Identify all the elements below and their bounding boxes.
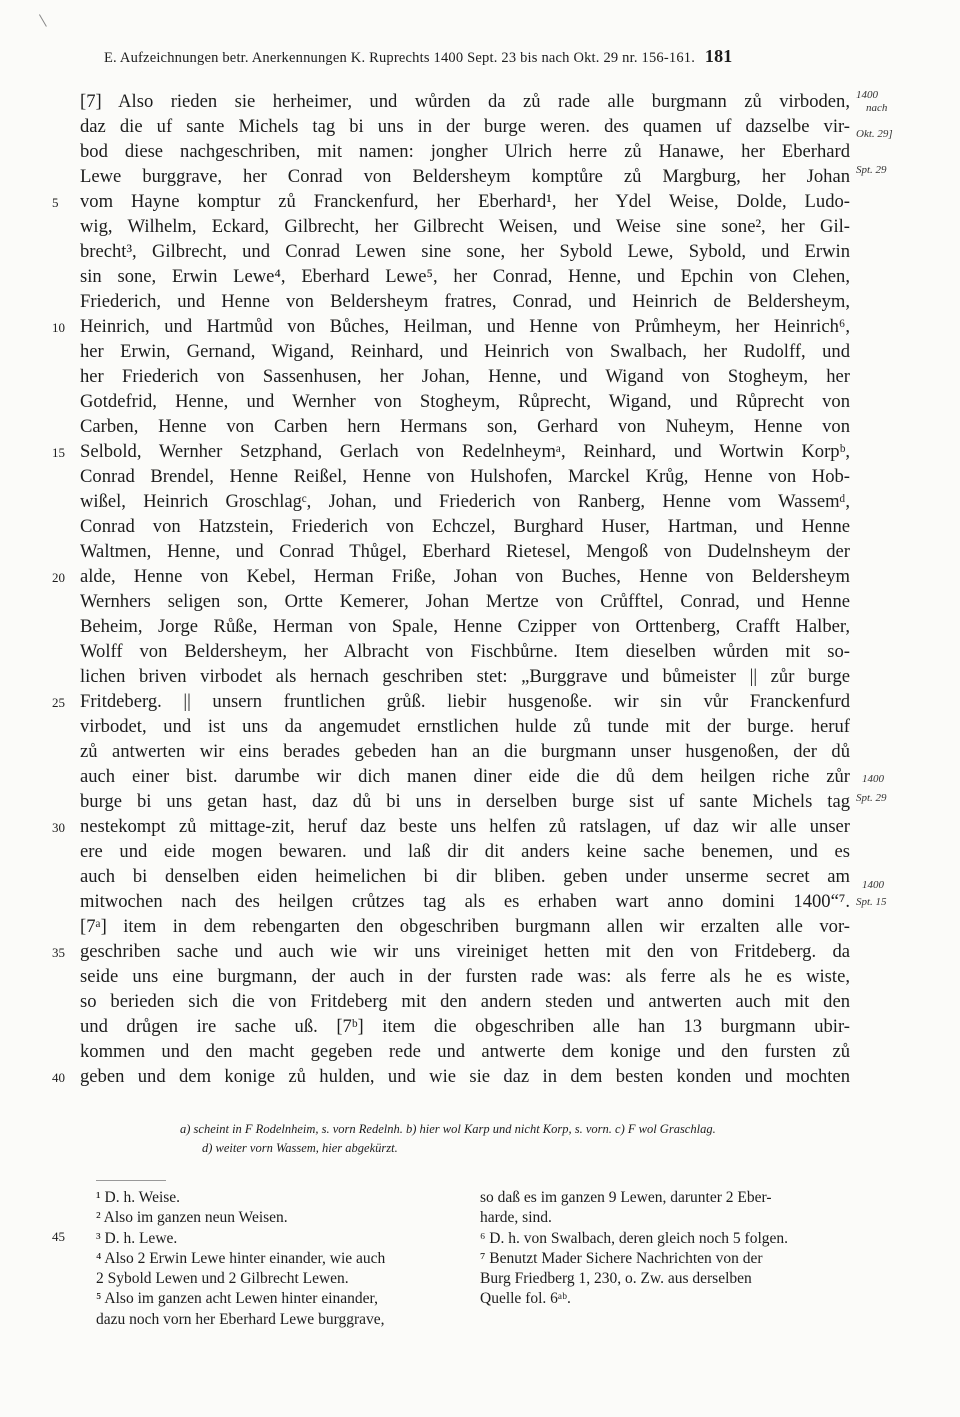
margin-note: Spt. 29 — [856, 164, 887, 176]
text-line: seide uns eine burgmann, der auch in der fursten rade was: als ferre als he es wiste, — [80, 966, 850, 987]
text-line: her Erwin, Gernand, Wigand, Reinhard, und Heinrich von Swalbach, her Rudolff, und — [80, 341, 850, 362]
footnote-line: ⁵ Also im ganzen acht Lewen hinter einander, — [96, 1290, 378, 1308]
text-line: sin sone, Erwin Lewe⁴, Eberhard Lewe⁵, her Conrad, Henne, und Epchin von Clehen, — [80, 266, 850, 287]
text-line: [7] Also rieden sie herheimer, und wůrden da zů rade alle burgmann zů virboden, — [80, 91, 850, 112]
footnote-line: ⁴ Also 2 Erwin Lewe hinter einander, wie auch — [96, 1249, 386, 1267]
footnote-line: ² Also im ganzen neun Weisen. — [96, 1209, 288, 1227]
text-line: mitwochen nach des heilgen crůtzes tag als es erhaben wart anno domini 1400“⁷. — [80, 891, 850, 912]
text-line: auch einer bist. darumbe wir dich manen diner eide die dů dem heilgen riche zůr — [80, 766, 850, 787]
margin-note: 1400 — [862, 879, 884, 891]
apparatus-note: d) weiter vorn Wassem, hier abgekürzt. — [202, 1141, 398, 1155]
text-line: [7ᵃ] item in dem rebengarten den obgeschriben burgmann allen wir erzalten alle vor- — [80, 916, 850, 937]
margin-note: nach — [866, 102, 888, 114]
margin-note: Spt. 29 — [856, 792, 887, 804]
line-number: 20 — [52, 570, 65, 585]
footnote-line: ³ D. h. Lewe. — [96, 1229, 178, 1247]
line-number: 25 — [52, 695, 65, 710]
text-line: daz die uf sante Michels tag bi uns in der burge weren. des quamen uf dazselbe vir- — [80, 116, 850, 137]
text-line: Lewe burggrave, her Conrad von Beldersheym komptůre zů Margburg, her Johan — [80, 166, 850, 187]
page-number: 181 — [704, 46, 733, 66]
running-header — [104, 46, 854, 67]
footnote-line: harde, sind. — [480, 1209, 552, 1227]
margin-note: Okt. 29] — [856, 128, 893, 140]
text-line: zů antwerten wir eins berades gebeden han an die burgmann unser husgenoßen, der dů — [80, 741, 850, 762]
scan-speck — [39, 11, 52, 27]
footnotes-left — [96, 1188, 462, 1330]
text-line: kommen und den macht gegeben rede und antwerte dem konige und den fursten zů — [80, 1041, 850, 1062]
text-line: Wolff von Beldersheym, her Albracht von Fischbůrne. Item dieselben wůrden mit so- — [80, 641, 850, 662]
text-line: wig, Wilhelm, Eckard, Gilbrecht, her Gilbrecht Weisen, und Weise sine sone², her Gil- — [80, 216, 850, 237]
footnote-rule — [96, 1180, 166, 1181]
text-line: vom Hayne komptur zů Franckenfurd, her Eberhard¹, her Ydel Weise, Dolde, Ludo- — [80, 191, 850, 212]
text-line: Waltmen, Henne, und Conrad Thůgel, Eberhard Rietesel, Mengoß von Dudelnsheym der — [80, 541, 850, 562]
text-line: alde, Henne von Kebel, Herman Friße, Johan von Buches, Henne von Beldersheym — [80, 566, 850, 587]
footnote-line-number: 45 — [52, 1229, 65, 1244]
text-line: Beheim, Jorge Růße, Herman von Spale, Henne Czipper von Orttenberg, Crafft Halber, — [80, 616, 850, 637]
text-line: Conrad von Hatzstein, Friederich von Echczel, Burghard Huser, Hartman, und Henne — [80, 516, 850, 537]
line-number: 35 — [52, 945, 65, 960]
footnote-line: Burg Friedberg 1, 230, o. Zw. aus derselben — [480, 1270, 752, 1288]
apparatus-note: a) scheint in F Rodelnheim, s. vorn Redelnh. b) hier wol Karp und nicht Korp, s. vorn. c) F wol Graschlag. — [180, 1122, 716, 1136]
text-line: so berieden sich die von Fritdeberg mit den andern steden und antwerten auch mit den — [80, 991, 850, 1012]
text-line: ere und eide mogen bewaren. und laß dir dit anders keine sache benemen, und es — [80, 841, 850, 862]
footnote-line: so daß es im ganzen 9 Lewen, darunter 2 Eber- — [480, 1189, 772, 1206]
text-line: brecht³, Gilbrecht, und Conrad Lewen sine sone, her Sybold Lewe, Sybold, und Erwin — [80, 241, 850, 262]
text-line: geben und dem konige zů hulden, und wie sie daz in dem besten konden und mochten — [80, 1066, 850, 1087]
footnote-line: 2 Sybold Lewen und 2 Gilbrecht Lewen. — [96, 1270, 349, 1288]
header-title: E. Aufzeichnungen betr. Anerkennungen K. Ruprechts 1400 Sept. 23 bis nach Okt. 29 nr. 156-161. — [104, 50, 696, 66]
footnotes-right — [480, 1188, 852, 1310]
text-line: bod diese nachgeschriben, mit namen: jongher Ulrich herre zů Hanawe, her Eberhard — [80, 141, 850, 162]
margin-note: 1400 — [856, 89, 878, 101]
text-line: Carben, Henne von Carben hern Hermans son, Gerhard von Nuheym, Henne von — [80, 416, 850, 437]
text-line: virbodet, und ist uns da angemudet ernstlichen hulde zů tunde mit der burge. heruf — [80, 716, 850, 737]
text-line: nestekompt zů mittage-zit, heruf daz beste uns helfen zů ratslagen, uf daz wir alle unser — [80, 816, 850, 837]
footnote-line: ⁷ Benutzt Mader Sichere Nachrichten von der — [480, 1249, 763, 1267]
text-line: Friederich, und Henne von Beldersheym fratres, Conrad, und Heinrich de Beldersheym, — [80, 291, 850, 312]
text-line: auch bi denselben eiden heimelichen bi dir bliben. geben under unserme secret am — [80, 866, 850, 887]
text-line: Wernhers seligen son, Ortte Kemerer, Johan Mertze von Crůfftel, Conrad, und Henne — [80, 591, 850, 612]
text-line: Gotdefrid, Henne, und Wernher von Stogheym, Růprecht, Wigand, und Růprecht von — [80, 391, 850, 412]
text-line: burge bi uns getan hast, daz dů bi uns in derselben burge sist uf sante Michels tag — [80, 791, 850, 812]
text-line: her Friederich von Sassenhusen, her Johan, Henne, und Wigand von Stogheym, her — [80, 366, 850, 387]
footnote-line: Quelle fol. 6ᵃᵇ. — [480, 1290, 571, 1308]
footnote-line: ⁶ D. h. von Swalbach, deren gleich noch 5 folgen. — [480, 1229, 789, 1247]
line-number: 30 — [52, 820, 65, 835]
margin-note: 1400 — [862, 773, 884, 785]
line-number: 40 — [52, 1070, 65, 1085]
text-line: Heinrich, und Hartmůd von Bůches, Heilman, und Henne von Průmheym, her Heinrich⁶, — [80, 316, 850, 337]
margin-note: Spt. 15 — [856, 896, 887, 908]
text-line: Conrad Brendel, Henne Reißel, Henne von Hulshofen, Marckel Krůg, Henne von Hob- — [80, 466, 850, 487]
text-line: wißel, Heinrich Groschlagᶜ, Johan, und Friederich von Ranberg, Henne vom Wassemᵈ, — [80, 491, 850, 512]
footnote-line: ¹ D. h. Weise. — [96, 1189, 181, 1206]
text-line: lichen briven virbodet als hernach geschriben stet: „Burggrave und bůmeister || zůr burge — [80, 666, 850, 687]
footnote-line: dazu noch vorn her Eberhard Lewe burggrave, — [96, 1310, 385, 1328]
text-line: geschriben sache und auch wie wir uns vireiniget hetten mit den von Fritdeberg. da — [80, 941, 850, 962]
line-number: 10 — [52, 320, 65, 335]
text-line: Fritdeberg. || unsern fruntlichen grůß. liebir husgenoße. wir sin vůr Franckenfurd — [80, 691, 850, 712]
line-number: 5 — [52, 195, 59, 210]
text-line: und drůgen ire sache uß. [7ᵇ] item die obgeschriben alle han 13 burgmann ubir- — [80, 1016, 850, 1037]
apparatus-notes — [180, 1120, 852, 1158]
line-number: 15 — [52, 445, 65, 460]
text-line: Selbold, Wernher Setzphand, Gerlach von Redelnheymᵃ, Reinhard, und Wortwin Korpᵇ, — [80, 441, 850, 462]
